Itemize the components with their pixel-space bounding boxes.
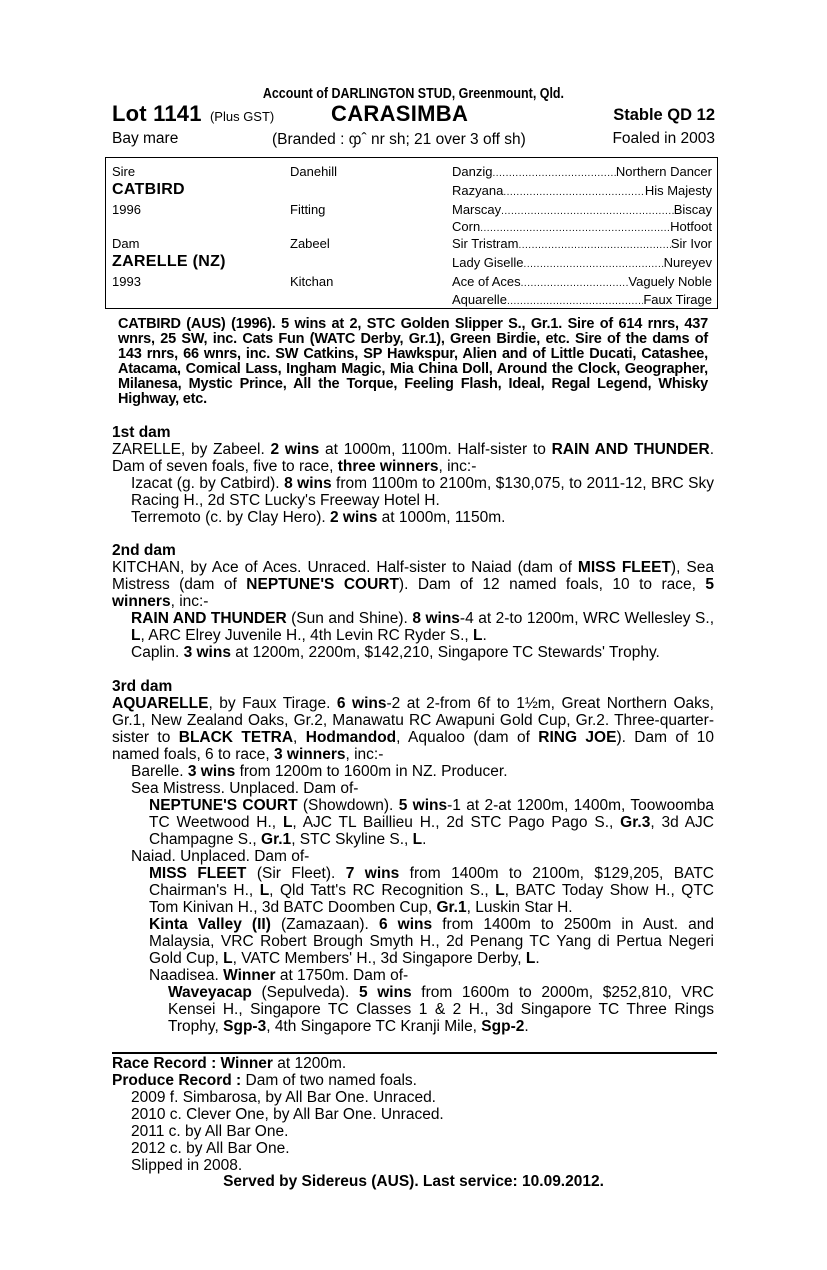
dam-dam: Kitchan (290, 274, 334, 289)
produce-item: 2009 f. Simbarosa, by All Bar One. Unraced. (131, 1089, 436, 1106)
sire-summary: CATBIRD (AUS) (1996). 5 wins at 2, STC Golden Slipper S., Gr.1. Sire of 614 rnrs, 437 wnrs, 25 SW, inc. Cats Fun (WATC Derby, Gr.1), Green Birdie, etc. Sire of the dams of 143 rnrs, 66 wnrs, inc. SW Catkins, SP Hawkspur, Alien and of Little Ducati, Catashee, Atacama, Comical Lass, Ingham Magic, Mia China Doll, Around the Clock, Geographer, Milanesa, Mystic Prince, All the Torque, Feeling Flash, Ideal, Regal Legend, Whisky Highway, etc. (118, 316, 708, 407)
sire-year: 1996 (112, 202, 141, 217)
progeny-entry: Sea Mistress. Unplaced. Dam of- (131, 780, 359, 797)
sire-sire: Danehill (290, 164, 337, 179)
great-grandparent-row: Ace of Aces ..... Vaguely Noble (452, 274, 712, 289)
grand-progeny-entry: NEPTUNE'S COURT (Showdown). 5 wins-1 at 2-at 1200m, 1400m, Toowoomba TC Weetwood H., L, AJC TL Baillieu H., 2d STC Pago Pago S., Gr.3, 3d AJC Champagne S., Gr.1, STC Skyline S., L. (149, 797, 714, 848)
section-divider (112, 1052, 717, 1054)
leader-dots (521, 274, 629, 289)
third-dam-entry: AQUARELLE, by Faux Tirage. 6 wins-2 at 2-from 6f to 1½m, Great Northern Oaks, Gr.1, New Zealand Oaks, Gr.2, Manawatu RC Awapuni Gold Cup, Gr.2. Three-quarter-sister to BLACK TETRA, Hodmandod, Aqualoo (dam of RING JOE). Dam of 10 named foals, 6 to race, 3 winners, inc:- (112, 695, 714, 763)
leader-dots (503, 183, 645, 198)
race-record: Race Record : Winner at 1200m. (112, 1055, 347, 1072)
first-dam-entry: ZARELLE, by Zabeel. 2 wins at 1000m, 1100m. Half-sister to RAIN AND THUNDER. Dam of seven foals, five to race, three winners, inc:- (112, 441, 715, 475)
dam-sire: Zabeel (290, 236, 330, 251)
progeny-entry: Terremoto (c. by Clay Hero). 2 wins at 1000m, 1150m. (131, 509, 506, 526)
great-grandparent-row: Marscay ..... Biscay (452, 202, 712, 217)
stable-number: Stable QD 12 (613, 106, 715, 124)
grand-progeny-entry: Kinta Valley (II) (Zamazaan). 6 wins from 1400m to 2500m in Aust. and Malaysia, VRC Robert Brough Smyth H., 2d Penang TC Yang di Pertua Negeri Gold Cup, L, VATC Members' H., 3d Singapore Derby, L. (149, 916, 714, 967)
great-grandparent-row: Sir Tristram ..... Sir Ivor (452, 236, 712, 251)
lot-gst-note: (Plus GST) (209, 109, 275, 124)
served-by-note: Served by Sidereus (AUS). Last service: 10.09.2012. (223, 1173, 604, 1190)
great-grandparent-row: Danzig ..... Northern Dancer (452, 164, 712, 179)
produce-item: 2010 c. Clever One, by All Bar One. Unraced. (131, 1106, 444, 1123)
leader-dots (507, 292, 643, 307)
sex-colour: Bay mare (112, 130, 179, 147)
dam-year: 1993 (112, 274, 141, 289)
leader-dots (492, 164, 615, 179)
lot-number (112, 101, 274, 127)
grand-progeny-entry: Naadisea. Winner at 1750m. Dam of- (149, 967, 409, 984)
sire-name: CATBIRD (112, 181, 185, 198)
dam-name: ZARELLE (NZ) (112, 253, 226, 270)
progeny-entry: Naiad. Unplaced. Dam of- (131, 848, 310, 865)
dam-label: Dam (112, 236, 140, 251)
great-grandparent-row: Lady Giselle ..... Nureyev (452, 255, 712, 270)
leader-dots (524, 255, 664, 270)
foaled-year: Foaled in 2003 (612, 130, 715, 147)
second-dam-entry: KITCHAN, by Ace of Aces. Unraced. Half-sister to Naiad (dam of MISS FLEET), Sea Mistress (dam of NEPTUNE'S COURT). Dam of 12 named foals, 10 to race, 5 winners, inc:- (112, 559, 714, 610)
leader-dots (518, 236, 670, 251)
progeny-entry: RAIN AND THUNDER (Sun and Shine). 8 wins-4 at 2-to 1200m, WRC Wellesley S., L, ARC Elrey Juvenile H., 4th Levin RC Ryder S., L. (131, 610, 714, 644)
brand-description: (Branded : ჶˆ nr sh; 21 over 3 off sh) (272, 131, 526, 148)
first-dam-heading: 1st dam (112, 424, 171, 441)
great-grandparent-row: Corn ..... Hotfoot (452, 219, 712, 234)
horse-name: CARASIMBA (331, 101, 469, 126)
leader-dots (501, 202, 674, 217)
progeny-entry: Caplin. 3 wins at 1200m, 2200m, $142,210, Singapore TC Stewards' Trophy. (131, 644, 660, 661)
progeny-entry: Izacat (g. by Catbird). 8 wins from 1100m to 2100m, $130,075, to 2011-12, BRC Sky Racing H., 2d STC Lucky's Freeway Hotel H. (131, 475, 714, 509)
produce-item: 2011 c. by All Bar One. (131, 1123, 289, 1140)
lot-label: Lot 1141 (112, 101, 202, 126)
grand-progeny-entry: MISS FLEET (Sir Fleet). 7 wins from 1400m to 2100m, $129,205, BATC Chairman's H., L, Qld Tatt's RC Recognition S., L, BATC Today Show H., QTC Tom Kinivan H., 3d BATC Doomben Cup, Gr.1, Luskin Star H. (149, 865, 714, 916)
progeny-entry: Barelle. 3 wins from 1200m to 1600m in NZ. Producer. (131, 763, 508, 780)
leader-dots (480, 219, 670, 234)
produce-record: Produce Record : Dam of two named foals. (112, 1072, 417, 1089)
vendor-account: Account of DARLINGTON STUD, Greenmount, Qld. (262, 86, 564, 102)
second-dam-heading: 2nd dam (112, 542, 176, 559)
sire-label: Sire (112, 164, 136, 179)
pedigree-table (105, 157, 718, 309)
sire-dam: Fitting (290, 202, 326, 217)
great-grandparent-row: Aquarelle ..... Faux Tirage (452, 292, 712, 307)
produce-item: Slipped in 2008. (131, 1157, 243, 1174)
produce-item: 2012 c. by All Bar One. (131, 1140, 290, 1157)
great-grandparent-row: Razyana ..... His Majesty (452, 183, 712, 198)
great-grand-progeny-entry: Waveyacap (Sepulveda). 5 wins from 1600m to 2000m, $252,810, VRC Kensei H., Singapore TC Classes 1 & 2 H., 3d Singapore TC Three Rings Trophy, Sgp-3, 4th Singapore TC Kranji Mile, Sgp-2. (168, 984, 715, 1035)
third-dam-heading: 3rd dam (112, 678, 173, 695)
